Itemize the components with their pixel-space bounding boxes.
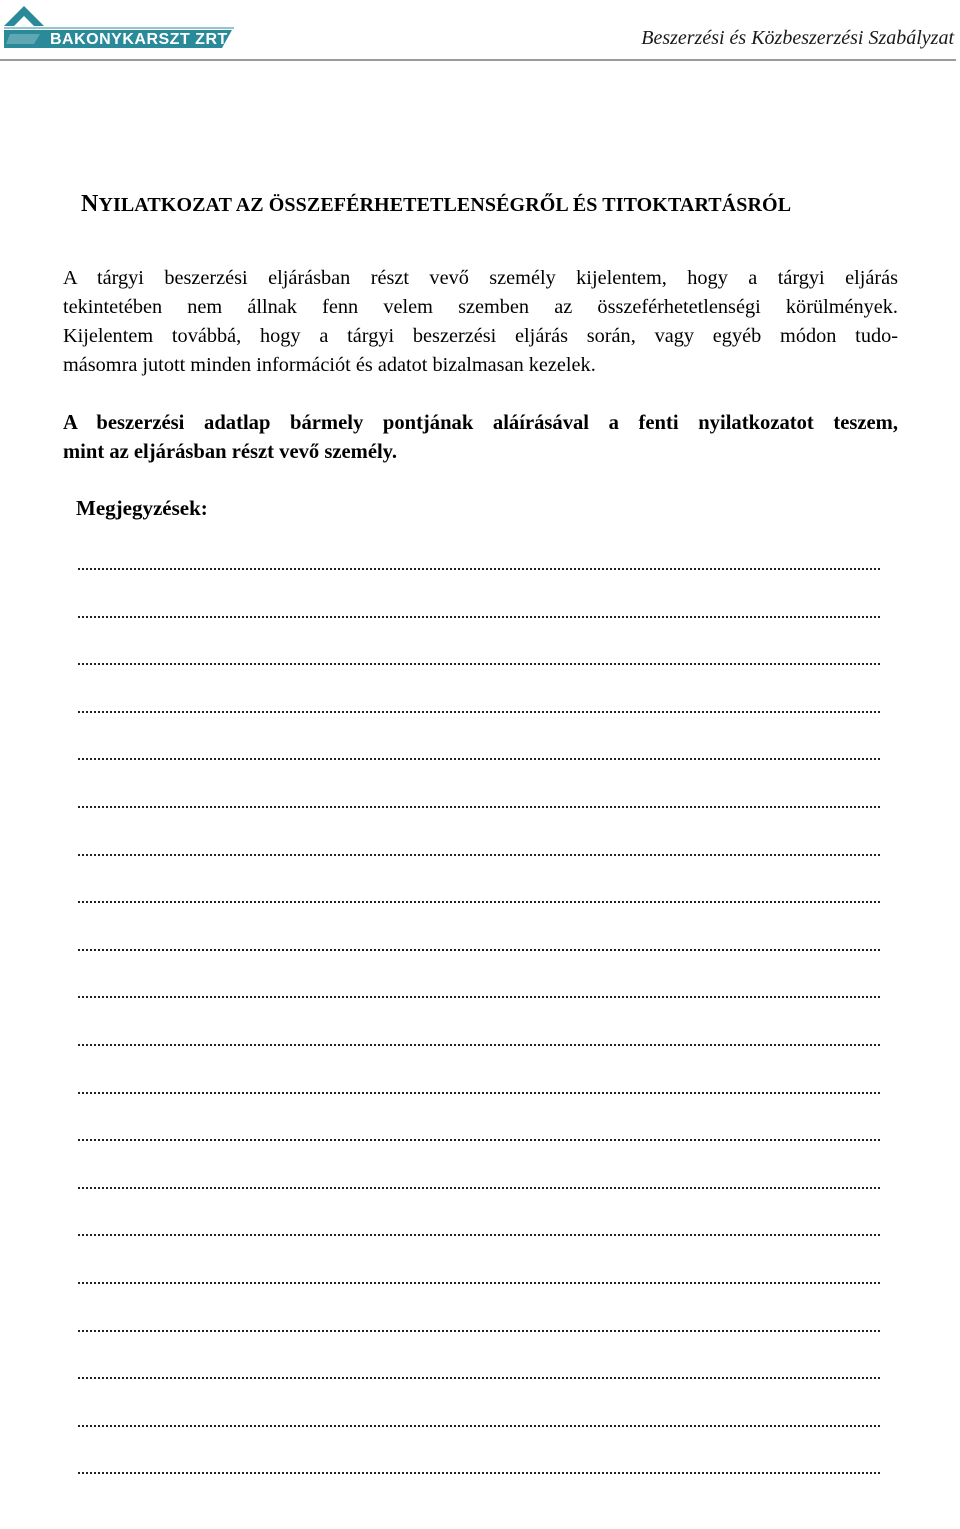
notes-blank-line bbox=[78, 663, 880, 665]
paragraph-line: tekintetében nem állnak fenn velem szemben az összeférhetetlenségi körülmények. bbox=[63, 296, 898, 318]
notes-blank-line bbox=[78, 1234, 880, 1236]
statement-line: A beszerzési adatlap bármely pontjának aláírásával a fenti nyilatkozatot teszem, bbox=[63, 412, 898, 434]
statement-line: mint az eljárásban részt vevő személy. bbox=[63, 441, 397, 463]
notes-blank-line bbox=[78, 568, 880, 570]
notes-blank-line bbox=[78, 1187, 880, 1189]
logo-text: BAKONYKARSZT ZRT. bbox=[50, 31, 231, 48]
signature-statement bbox=[63, 409, 898, 467]
notes-blank-line bbox=[78, 1472, 880, 1474]
notes-blank-line bbox=[78, 1377, 880, 1379]
notes-blank-line bbox=[78, 1092, 880, 1094]
document-title bbox=[81, 191, 791, 218]
notes-blank-line bbox=[78, 1044, 880, 1046]
paragraph-line: Kijelentem továbbá, hogy a tárgyi beszerzési eljárás során, vagy egyéb módon tudo- bbox=[63, 325, 898, 347]
notes-blank-line bbox=[78, 1425, 880, 1427]
notes-blank-line bbox=[78, 758, 880, 760]
notes-blank-line bbox=[78, 711, 880, 713]
company-logo bbox=[4, 4, 236, 50]
paragraph-line: másomra jutott minden információt és adatot bizalmasan kezelek. bbox=[63, 354, 596, 376]
notes-blank-line bbox=[78, 901, 880, 903]
title-rest: YILATKOZAT AZ ÖSSZEFÉRHETETLENSÉGRŐL ÉS TITOKTARTÁSRÓL bbox=[98, 194, 792, 216]
notes-blank-line bbox=[78, 1139, 880, 1141]
notes-blank-line bbox=[78, 1330, 880, 1332]
notes-blank-line bbox=[78, 949, 880, 951]
notes-blank-line bbox=[78, 854, 880, 856]
notes-label: Megjegyzések: bbox=[76, 496, 208, 520]
declaration-paragraph bbox=[63, 264, 898, 380]
notes-blank-line bbox=[78, 616, 880, 618]
paragraph-line: A tárgyi beszerzési eljárásban részt vevő személy kijelentem, hogy a tárgyi eljárás bbox=[63, 267, 898, 289]
title-first-letter: N bbox=[81, 191, 99, 217]
header-divider bbox=[0, 59, 956, 61]
running-header-title: Beszerzési és Közbeszerzési Szabályzat bbox=[641, 27, 954, 49]
page-header bbox=[0, 0, 960, 62]
notes-blank-line bbox=[78, 996, 880, 998]
notes-blank-line bbox=[78, 1282, 880, 1284]
notes-blank-line bbox=[78, 806, 880, 808]
